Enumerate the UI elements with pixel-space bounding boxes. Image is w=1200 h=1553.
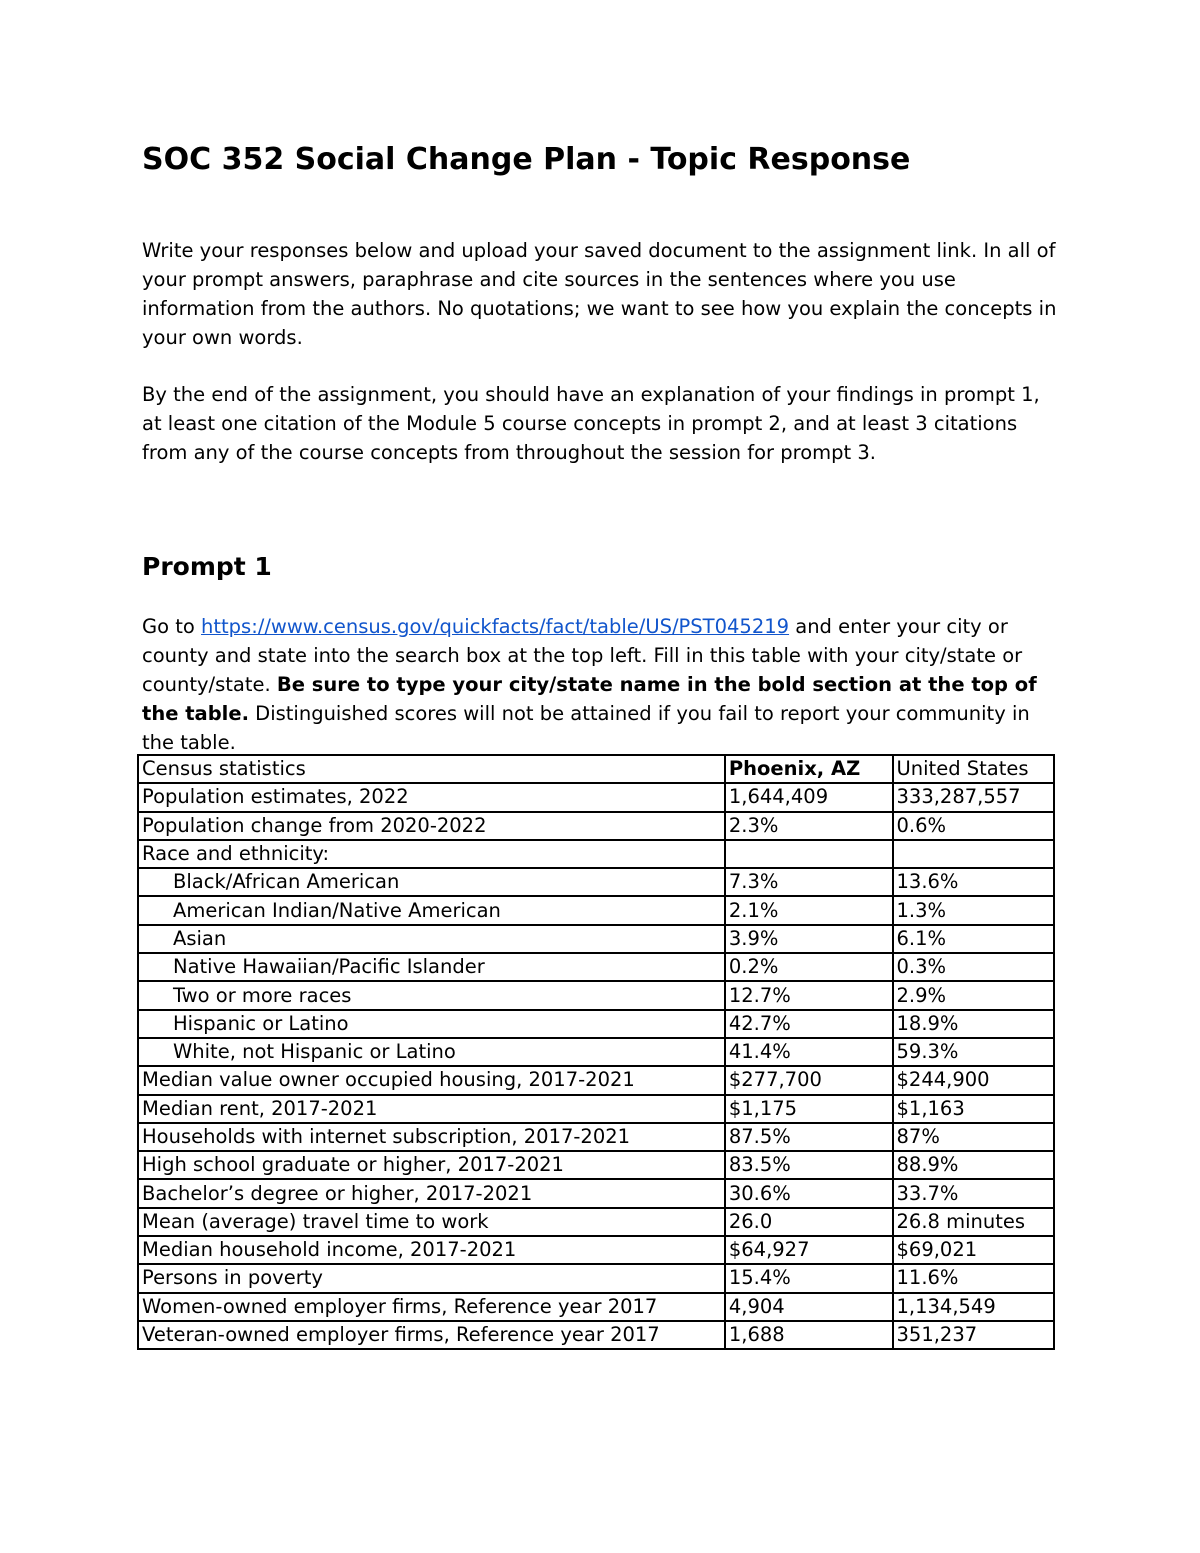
row-label: Median household income, 2017-2021 (138, 1236, 725, 1264)
table-row (138, 953, 1054, 981)
table-row (138, 896, 1054, 924)
prompt-1-instructions: and enter your city or county and state into the search box at the top left. Fill in this table with your city/state or county/state. (142, 615, 1023, 696)
instructions-paragraph: Write your responses below and upload your saved document to the assignment link. In all of your prompt answers, paraphrase and cite sources in the sentences where you use information from the authors. No quotations; we want to see how you explain the concepts in your own words. (142, 239, 1057, 349)
table-row (138, 1208, 1054, 1236)
row-label: American Indian/Native American (138, 896, 725, 924)
row-us-value: $69,021 (893, 1236, 1055, 1264)
table-row (138, 1236, 1054, 1264)
document-title: SOC 352 Social Change Plan - Topic Response (142, 142, 911, 177)
census-quickfacts-link[interactable]: https://www.census.gov/quickfacts/fact/table/US/PST045219 (201, 615, 790, 638)
row-city-value: 1,644,409 (725, 783, 893, 811)
row-us-value: 87% (893, 1123, 1055, 1151)
table-row (138, 783, 1054, 811)
table-row (138, 981, 1054, 1009)
table-row (138, 1179, 1054, 1207)
row-label: Mean (average) travel time to work (138, 1208, 725, 1236)
row-city-value: 87.5% (725, 1123, 893, 1151)
row-us-value: 1,134,549 (893, 1293, 1055, 1321)
table-row (138, 1066, 1054, 1094)
row-label: Race and ethnicity: (138, 840, 725, 868)
row-label: Population change from 2020-2022 (138, 812, 725, 840)
row-us-value: 11.6% (893, 1264, 1055, 1292)
header-united-states: United States (893, 755, 1055, 783)
row-us-value: 2.9% (893, 981, 1055, 1009)
table-row (138, 925, 1054, 953)
row-city-value: 7.3% (725, 868, 893, 896)
row-us-value: 0.3% (893, 953, 1055, 981)
row-city-value: 83.5% (725, 1151, 893, 1179)
row-us-value: 0.6% (893, 812, 1055, 840)
row-city-value: $64,927 (725, 1236, 893, 1264)
table-row (138, 868, 1054, 896)
row-label: Native Hawaiian/Pacific Islander (138, 953, 725, 981)
row-us-value: 6.1% (893, 925, 1055, 953)
row-label: Median rent, 2017-2021 (138, 1095, 725, 1123)
row-label: Persons in poverty (138, 1264, 725, 1292)
row-city-value: $1,175 (725, 1095, 893, 1123)
row-label: Population estimates, 2022 (138, 783, 725, 811)
row-us-value: $244,900 (893, 1066, 1055, 1094)
table-row (138, 1264, 1054, 1292)
row-us-value: 59.3% (893, 1038, 1055, 1066)
row-label: Median value owner occupied housing, 2017-2021 (138, 1066, 725, 1094)
table-row (138, 1038, 1054, 1066)
row-city-value: 12.7% (725, 981, 893, 1009)
table-header-row (138, 755, 1054, 783)
row-city-value: 30.6% (725, 1179, 893, 1207)
row-label: Veteran-owned employer firms, Reference year 2017 (138, 1321, 725, 1349)
row-city-value: 2.3% (725, 812, 893, 840)
row-city-value (725, 840, 893, 868)
row-us-value: 13.6% (893, 868, 1055, 896)
row-us-value: $1,163 (893, 1095, 1055, 1123)
row-label: Black/African American (138, 868, 725, 896)
table-row (138, 1095, 1054, 1123)
row-city-value: 2.1% (725, 896, 893, 924)
table-row (138, 1010, 1054, 1038)
row-us-value: 351,237 (893, 1321, 1055, 1349)
row-us-value: 33.7% (893, 1179, 1055, 1207)
row-label: High school graduate or higher, 2017-2021 (138, 1151, 725, 1179)
table-row (138, 1293, 1054, 1321)
expectations-paragraph: By the end of the assignment, you should have an explanation of your findings in prompt 1, at least one citation of the Module 5 course concepts in prompt 2, and at least 3 citations from any of the course concepts from throughout the session for prompt 3. (142, 383, 1040, 464)
prompt-1-bold-instruction: Be sure to type your city/state name in the bold section at the top of the table. (142, 673, 1037, 725)
row-us-value: 18.9% (893, 1010, 1055, 1038)
table-row (138, 1123, 1054, 1151)
row-us-value: 88.9% (893, 1151, 1055, 1179)
header-census-statistics: Census statistics (138, 755, 725, 783)
table-row (138, 1151, 1054, 1179)
row-label: Households with internet subscription, 2017-2021 (138, 1123, 725, 1151)
census-statistics-table (137, 754, 1055, 1350)
row-us-value: 1.3% (893, 896, 1055, 924)
row-city-value: 42.7% (725, 1010, 893, 1038)
row-label: White, not Hispanic or Latino (138, 1038, 725, 1066)
table-row (138, 1321, 1054, 1349)
row-city-value: 4,904 (725, 1293, 893, 1321)
row-label: Two or more races (138, 981, 725, 1009)
row-city-value: 0.2% (725, 953, 893, 981)
row-city-value: 3.9% (725, 925, 893, 953)
row-city-value: 26.0 (725, 1208, 893, 1236)
row-us-value (893, 840, 1055, 868)
row-city-value: 15.4% (725, 1264, 893, 1292)
row-us-value: 333,287,557 (893, 783, 1055, 811)
prompt-1-text (142, 612, 1062, 757)
row-label: Women-owned employer firms, Reference year 2017 (138, 1293, 725, 1321)
table-row (138, 840, 1054, 868)
prompt-1-go-to: Go to (142, 615, 202, 638)
row-label: Bachelor’s degree or higher, 2017-2021 (138, 1179, 725, 1207)
prompt-1-heading: Prompt 1 (142, 552, 272, 581)
row-label: Hispanic or Latino (138, 1010, 725, 1038)
row-city-value: 41.4% (725, 1038, 893, 1066)
row-city-value: 1,688 (725, 1321, 893, 1349)
prompt-1-warning: Distinguished scores will not be attained if you fail to report your community in the table. (142, 702, 1030, 754)
row-label: Asian (138, 925, 725, 953)
row-city-value: $277,700 (725, 1066, 893, 1094)
row-us-value: 26.8 minutes (893, 1208, 1055, 1236)
header-city: Phoenix, AZ (725, 755, 893, 783)
table-row (138, 812, 1054, 840)
